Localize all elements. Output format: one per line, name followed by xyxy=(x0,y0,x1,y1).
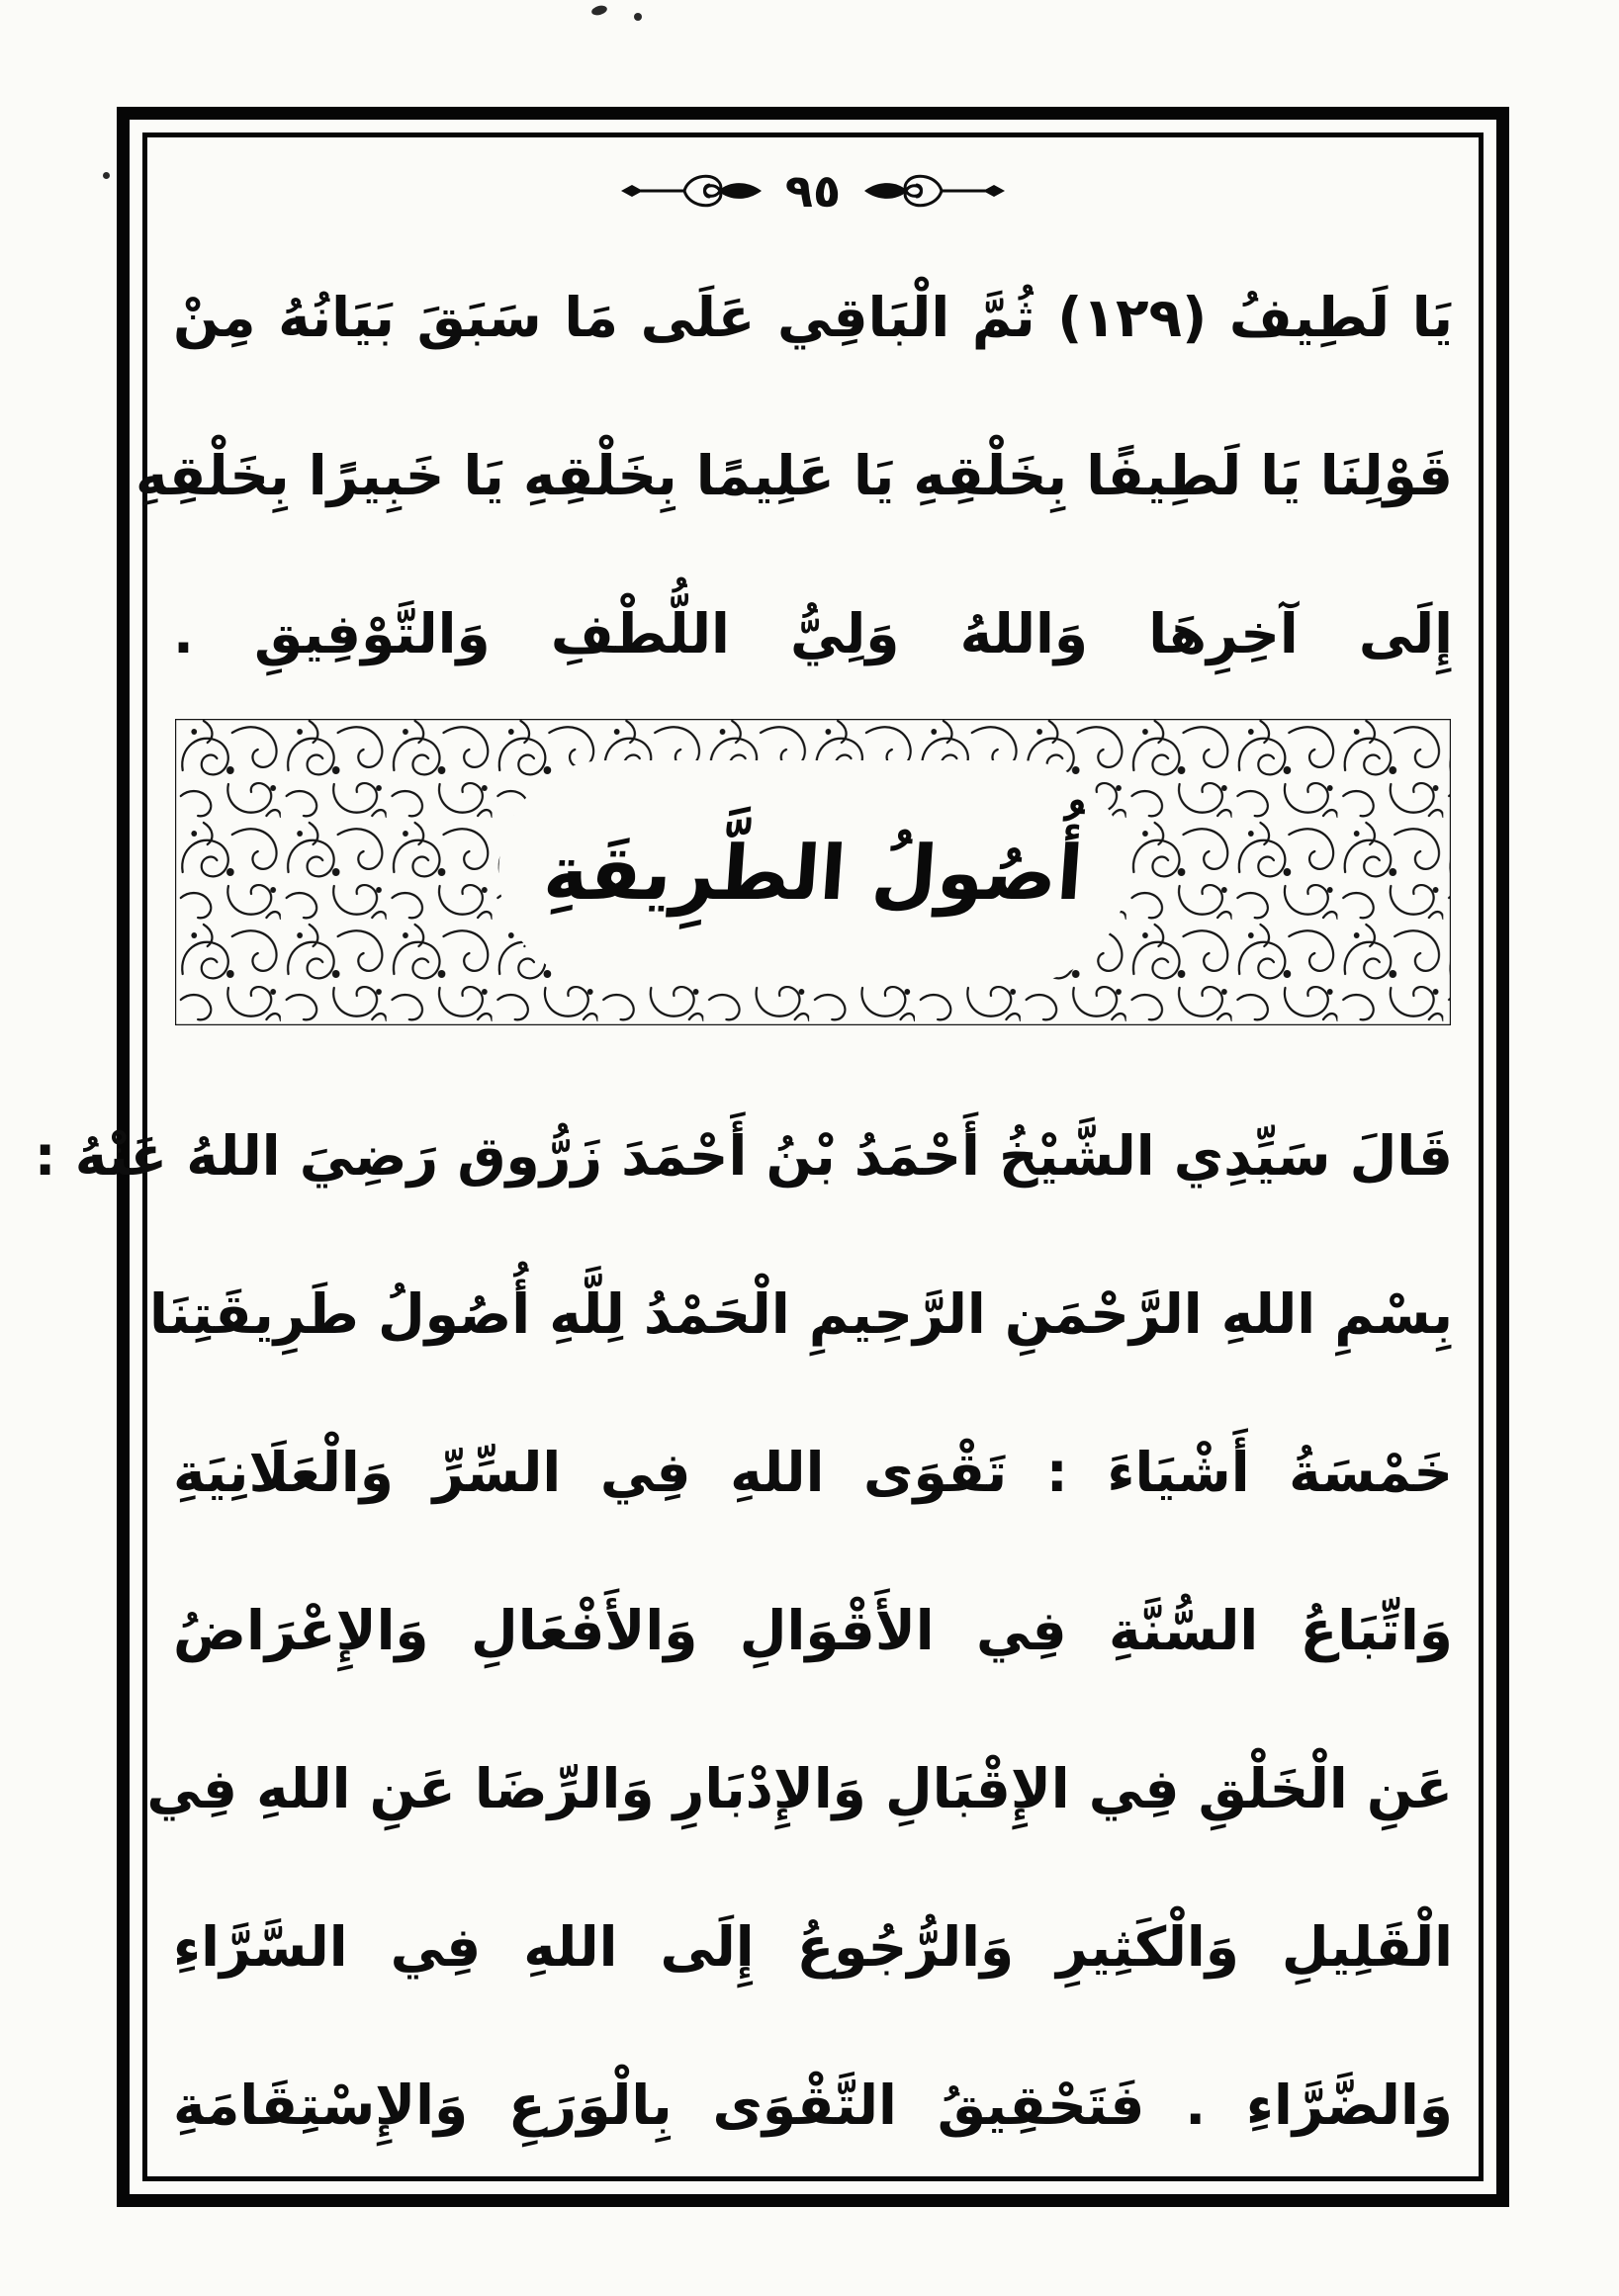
body-line xyxy=(173,1551,1453,1710)
fleuron-arrow-right-icon xyxy=(860,169,1009,213)
page-number-row xyxy=(173,143,1453,238)
body-line xyxy=(173,1868,1453,2026)
body-line-text: خَمْسَةُ أَشْيَاءَ : تَقْوَى اللهِ فِي السِّرِّ وَالْعَلَانِيَةِ xyxy=(173,1440,1453,1504)
intro-line xyxy=(135,397,1453,555)
body-line xyxy=(173,1393,1453,1551)
intro-line-text: إِلَى آخِرِهَا وَاللهُ وَلِيُّ اللُّطْفِ وَالتَّوْفِيقِ . xyxy=(173,601,1453,665)
chapter-title: أُصُولُ الطَّرِيقَةِ xyxy=(540,828,1086,917)
page-content xyxy=(34,137,1479,2176)
page-number: ٩٥ xyxy=(784,164,842,218)
page-outer-border xyxy=(34,107,1509,2207)
body-line-text: الْقَلِيلِ وَالْكَثِيرِ وَالرُّجُوعُ إِلَى اللهِ فِي السَّرَّاءِ xyxy=(173,1914,1453,1979)
intro-line-text: قَوْلِنَا يَا لَطِيفًا بِخَلْقِهِ يَا عَلِيمًا بِخَلْقِهِ يَا خَبِيرًا بِخَلْقِهِ xyxy=(135,443,1453,507)
chapter-ornament-band xyxy=(175,719,1451,1025)
body-line xyxy=(34,1077,1453,1235)
scan-speck xyxy=(103,172,110,179)
body-line xyxy=(148,1235,1453,1393)
scan-speck xyxy=(634,13,642,21)
body-line xyxy=(173,2026,1453,2184)
body-line-text: وَالضَّرَّاءِ . فَتَحْقِيقُ التَّقْوَى بِالْوَرَعِ وَالإِسْتِقَامَةِ xyxy=(173,2073,1453,2137)
scan-speck xyxy=(590,4,608,17)
intro-line xyxy=(173,555,1453,713)
body-line-text: وَاتِّبَاعُ السُّنَّةِ فِي الأَقْوَالِ وَالأَفْعَالِ وَالإِعْرَاضُ xyxy=(173,1598,1453,1662)
intro-line-text: يَا لَطِيفُ (١٢٩) ثُمَّ الْبَاقِي عَلَى مَا سَبَقَ بَيَانُهُ مِنْ xyxy=(173,285,1454,349)
page-inner-border xyxy=(34,132,1484,2181)
intro-paragraph xyxy=(135,238,1454,713)
chapter-title-layer xyxy=(175,719,1451,1025)
body-line-text: عَنِ الْخَلْقِ فِي الإِقْبَالِ وَالإِدْبَارِ وَالرِّضَا عَنِ اللهِ فِي xyxy=(146,1756,1453,1820)
body-line xyxy=(146,1710,1453,1868)
body-line-text: بِسْمِ اللهِ الرَّحْمَنِ الرَّحِيمِ الْحَمْدُ لِلَّهِ أُصُولُ طَرِيقَتِنَا xyxy=(148,1281,1453,1346)
fleuron-arrow-left-icon xyxy=(617,169,765,213)
body-paragraph xyxy=(34,1077,1453,2184)
intro-line xyxy=(173,238,1453,397)
body-line-text: قَالَ سَيِّدِي الشَّيْخُ أَحْمَدُ بْنُ أَحْمَدَ زَرُّوق رَضِيَ اللهُ عَنْهُ : xyxy=(34,1123,1453,1188)
